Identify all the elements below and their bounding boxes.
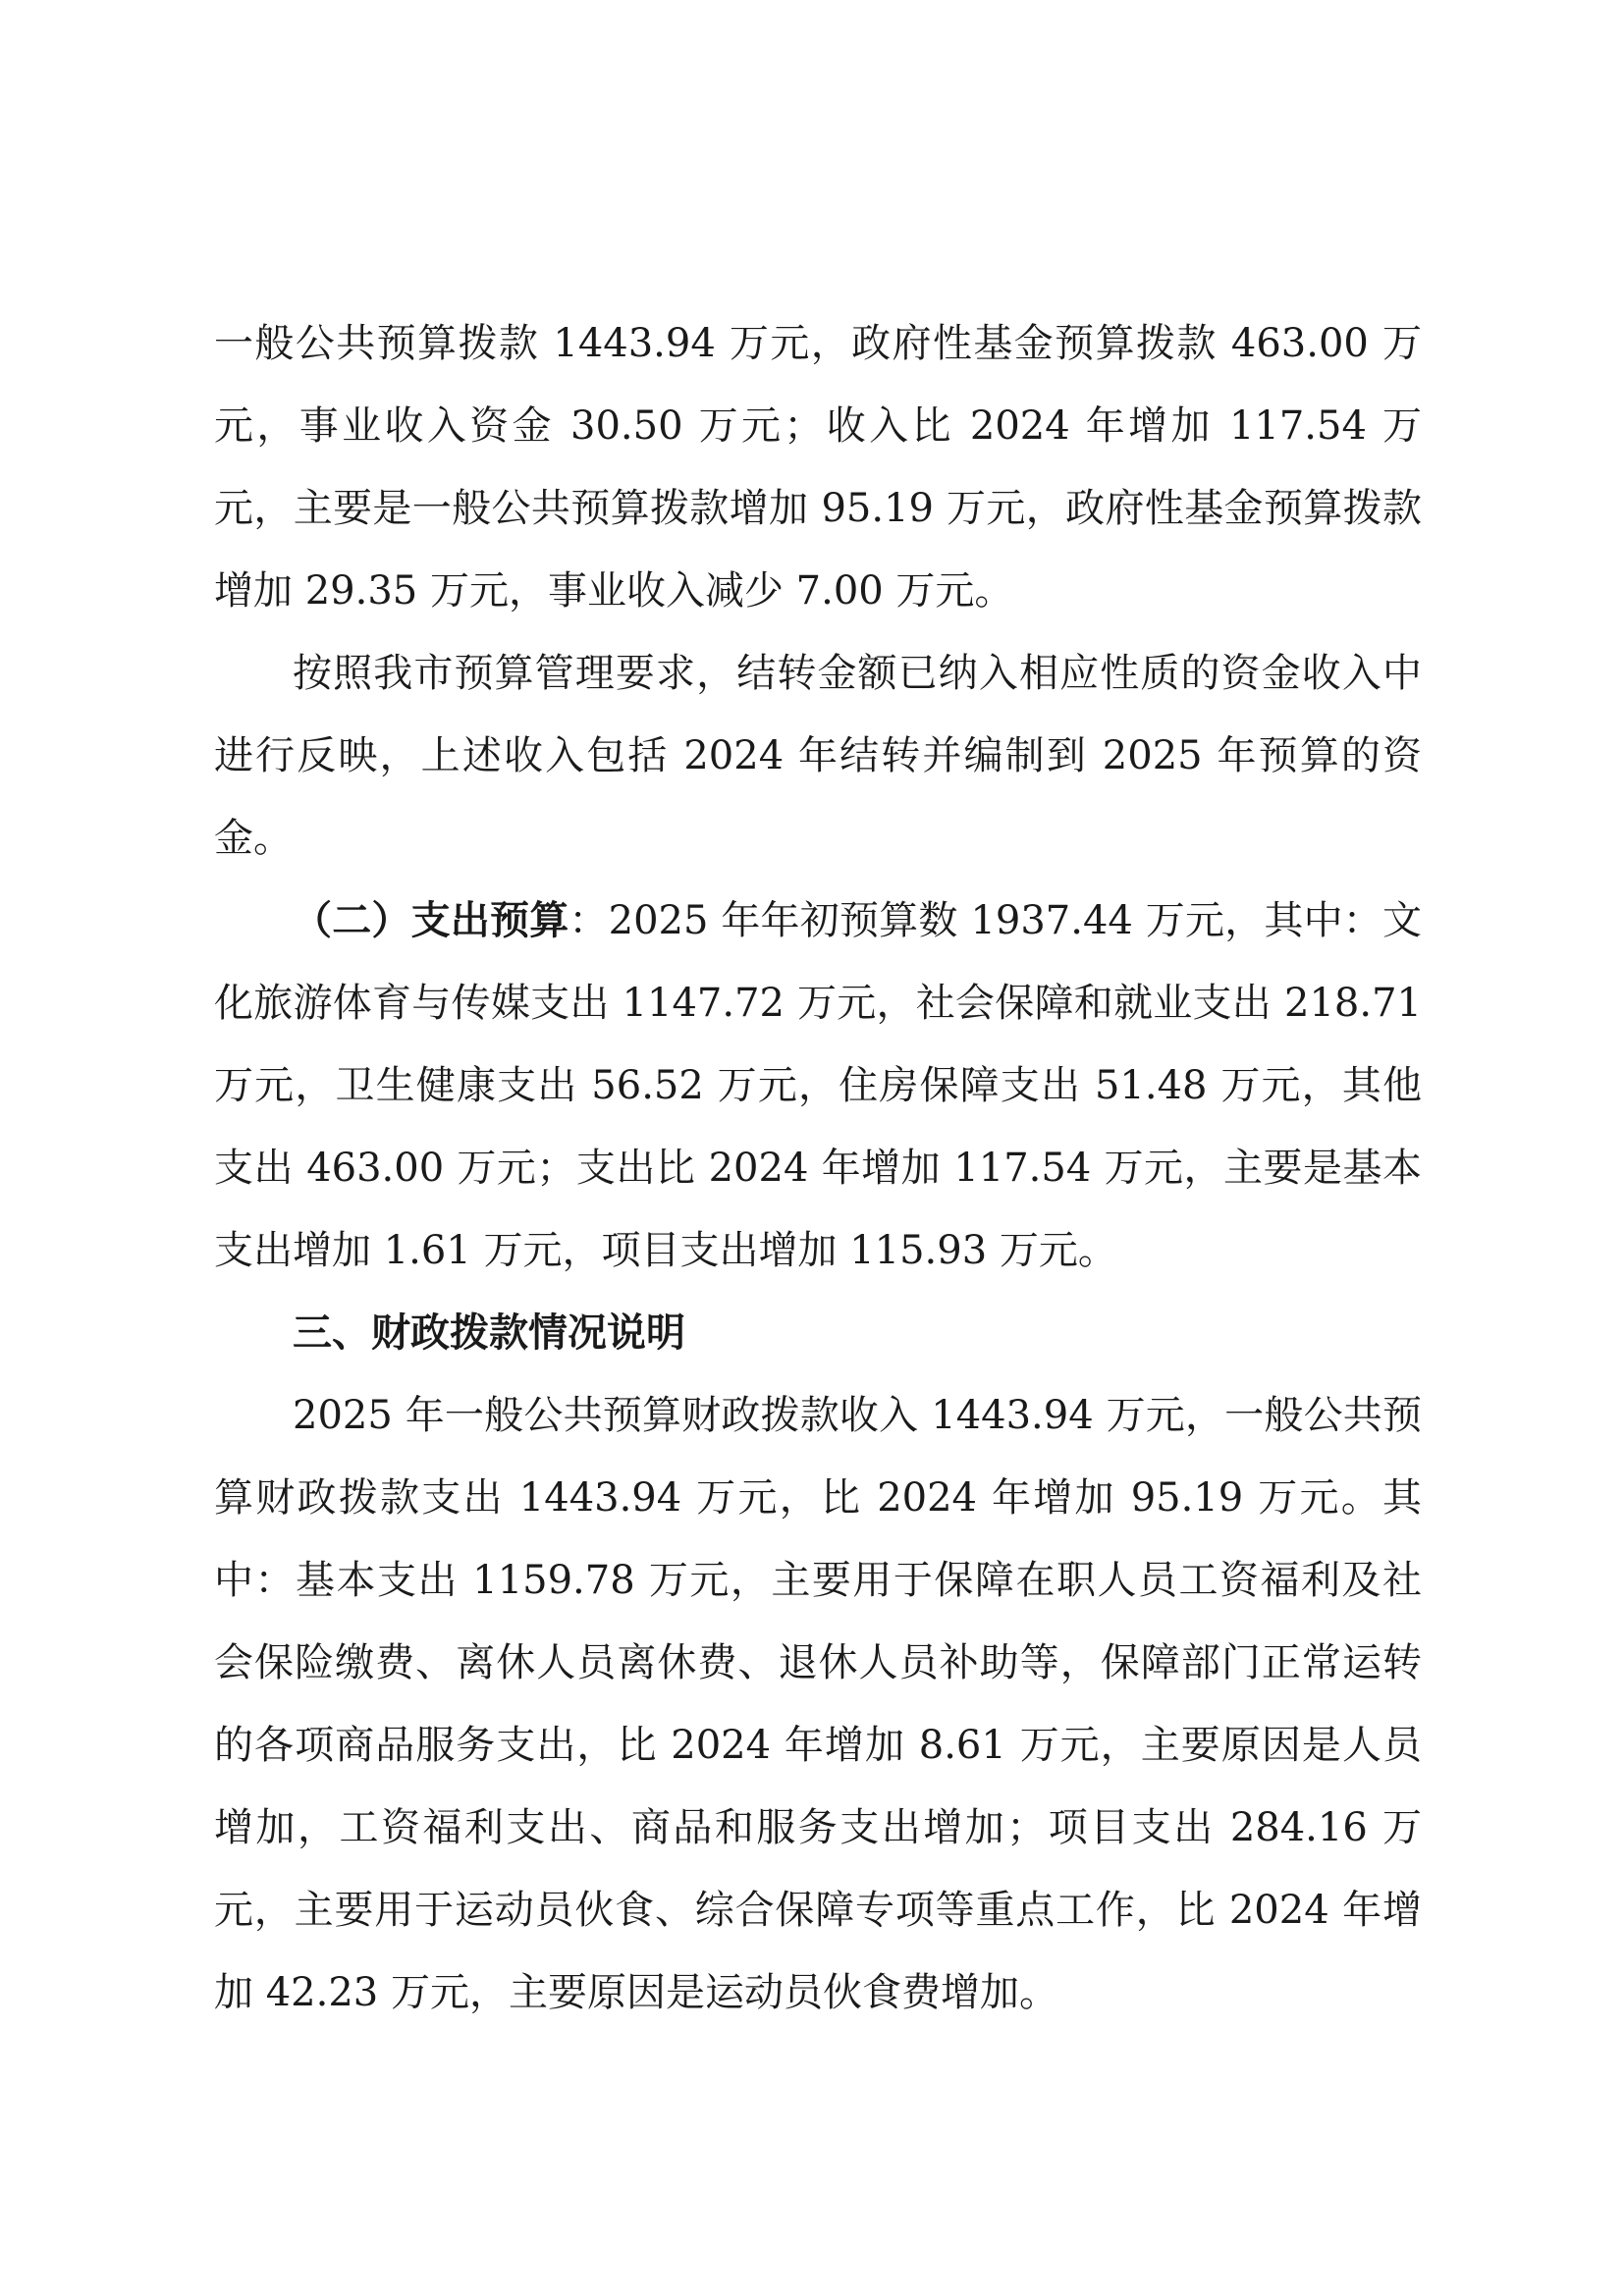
paragraph-income-continued: 一般公共预算拨款 1443.94 万元，政府性基金预算拨款 463.00 万元，事业收入资金 30.50 万元；收入比 2024 年增加 117.54 万元，主要是一般公共预算拨款增加 95.19 万元，政府性基金预算拨款增加 29.35 万元，事业收入减少 7.00 万元。 bbox=[214, 321, 1422, 614]
expenditure-budget-text: ：2025 年年初预算数 1937.44 万元，其中：文化旅游体育与传媒支出 1147.72 万元，社会保障和就业支出 218.71 万元，卫生健康支出 56.52 万元，住房保障支出 51.48 万元，其他支出 463.00 万元；支出比 2024 年增加 117.54 万元，主要是基本支出增加 1.61 万元，项目支出增加 115.93 万元。 bbox=[214, 898, 1423, 1273]
section-heading: 三、财政拨款情况说明 bbox=[293, 1310, 685, 1356]
document-body bbox=[214, 302, 1422, 2034]
expenditure-budget-label: （二）支出预算 bbox=[293, 898, 569, 943]
paragraph-expenditure-budget bbox=[214, 880, 1422, 1292]
paragraph-fiscal-appropriation: 2025 年一般公共预算财政拨款收入 1443.94 万元，一般公共预算财政拨款支出 1443.94 万元，比 2024 年增加 95.19 万元。其中：基本支出 1159.78 万元，主要用于保障在职人员工资福利及社会保险缴费、离休人员离休费、退休人员补助等，保障部门正常运转的各项商品服务支出，比 2024 年增加 8.61 万元，主要原因是人员增加，工资福利支出、商品和服务支出增加；项目支出 284.16 万元，主要用于运动员伙食、综合保障专项等重点工作，比 2024 年增加 42.23 万元，主要原因是运动员伙食费增加。 bbox=[214, 1393, 1422, 2015]
paragraph-carryover-note: 按照我市预算管理要求，结转金额已纳入相应性质的资金收入中进行反映，上述收入包括 2024 年结转并编制到 2025 年预算的资金。 bbox=[214, 651, 1422, 861]
